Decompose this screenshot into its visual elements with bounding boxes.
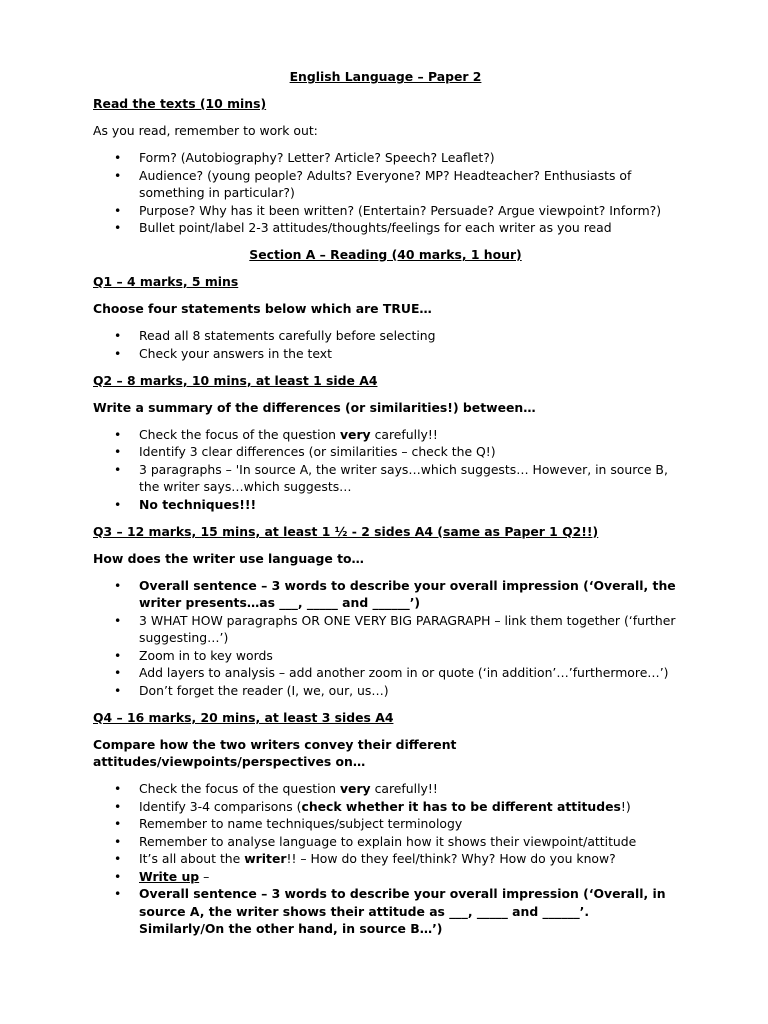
bullet-icon: • — [114, 665, 122, 680]
bullet-icon: • — [114, 496, 122, 512]
list-item: • No techniques!!! — [114, 496, 257, 512]
q3-prompt: How does the writer use language to… — [93, 550, 364, 566]
list-item: • Remember to name techniques/subject terminology — [114, 816, 463, 831]
bullet-icon: • — [114, 426, 122, 442]
list-item: • Bullet point/label 2-3 attitudes/thoughts/feelings for each writer as you read — [114, 220, 612, 235]
bullet-icon: • — [114, 577, 122, 593]
q2-prompt: Write a summary of the differences (or similarities!) between… — [93, 399, 536, 415]
list-item: • It’s all about the writer!! – How do they feel/think? Why? How do you know? — [114, 851, 616, 866]
bullet-icon: • — [114, 816, 122, 831]
list-item: • Zoom in to key words — [114, 647, 273, 663]
list-item: • Overall sentence – 3 words to describe your overall impression (‘Overall, in source A, the writer shows their attitude as ___, _____ and ______’. Similarly/On the other hand, in source B…’) — [114, 886, 666, 936]
list-item: • Add layers to analysis – add another zoom in or quote (‘in addition’…’furthermore…’) — [114, 665, 669, 680]
bullet-icon: • — [114, 833, 122, 849]
bullet-icon: • — [114, 851, 122, 866]
bullet-icon: • — [114, 444, 122, 459]
q3-heading: Q3 – 12 marks, 15 mins, at least 1 ½ - 2 sides A4 (same as Paper 1 Q2!!) — [93, 523, 599, 539]
bullet-icon: • — [114, 647, 122, 663]
q4-list — [93, 780, 678, 938]
list-item: • Read all 8 statements carefully before selecting — [114, 328, 436, 343]
q1-list — [93, 327, 678, 362]
bullet-icon: • — [114, 781, 122, 796]
bullet-icon: • — [114, 328, 122, 343]
bullet-icon: • — [114, 612, 122, 628]
list-item: • Check the focus of the question very carefully!! — [114, 426, 438, 442]
list-item: • Check your answers in the text — [114, 345, 332, 361]
q2-heading: Q2 – 8 marks, 10 mins, at least 1 side A4 — [93, 372, 378, 388]
bullet-icon: • — [114, 345, 122, 361]
bullet-icon: • — [114, 461, 122, 477]
bullet-icon: • — [114, 886, 122, 901]
list-item: • Purpose? Why has it been written? (Entertain? Persuade? Argue viewpoint? Inform?) — [114, 202, 662, 218]
read-intro: As you read, remember to work out: — [93, 123, 318, 138]
q3-list — [93, 577, 678, 700]
bullet-icon: • — [114, 682, 122, 698]
q1-prompt: Choose four statements below which are TRUE… — [93, 301, 432, 316]
read-heading: Read the texts (10 mins) — [93, 96, 267, 111]
document-page — [93, 68, 678, 938]
bullet-icon: • — [114, 150, 122, 165]
q2-list — [93, 426, 678, 514]
read-list — [93, 149, 678, 237]
bullet-icon: • — [114, 202, 122, 218]
list-item: • 3 WHAT HOW paragraphs OR ONE VERY BIG PARAGRAPH – link them together (‘further suggesting…’) — [114, 612, 676, 645]
page-title: English Language – Paper 2 — [289, 69, 482, 84]
q1-heading: Q1 – 4 marks, 5 mins — [93, 274, 239, 289]
q4-heading: Q4 – 16 marks, 20 mins, at least 3 sides A4 — [93, 709, 394, 725]
bullet-icon: • — [114, 167, 122, 183]
list-item: • Remember to analyse language to explain how it shows their viewpoint/attitude — [114, 833, 637, 849]
list-item: • Identify 3-4 comparisons (check whether it has to be different attitudes!) — [114, 798, 631, 814]
q4-prompt: Compare how the two writers convey their different attitudes/viewpoints/perspectives on… — [93, 736, 457, 769]
list-item: • Audience? (young people? Adults? Everyone? MP? Headteacher? Enthusiasts of something in particular?) — [114, 167, 632, 200]
list-item: • 3 paragraphs – 'In source A, the writer says…which suggests… However, in source B, the writer says…which suggests… — [114, 461, 668, 494]
list-item: • Don’t forget the reader (I, we, our, us…) — [114, 682, 389, 698]
section-a-heading: Section A – Reading (40 marks, 1 hour) — [249, 247, 522, 262]
list-item: • Overall sentence – 3 words to describe your overall impression (‘Overall, the writer presents…as ___, _____ and ______’) — [114, 577, 676, 610]
list-item: • Identify 3 clear differences (or similarities – check the Q!) — [114, 444, 496, 459]
bullet-icon: • — [114, 220, 122, 235]
list-item: • Check the focus of the question very carefully!! — [114, 781, 438, 796]
bullet-icon: • — [114, 798, 122, 814]
list-item: • Form? (Autobiography? Letter? Article? Speech? Leaflet?) — [114, 150, 495, 165]
bullet-icon: • — [114, 868, 122, 884]
list-item: • Write up – — [114, 868, 210, 884]
